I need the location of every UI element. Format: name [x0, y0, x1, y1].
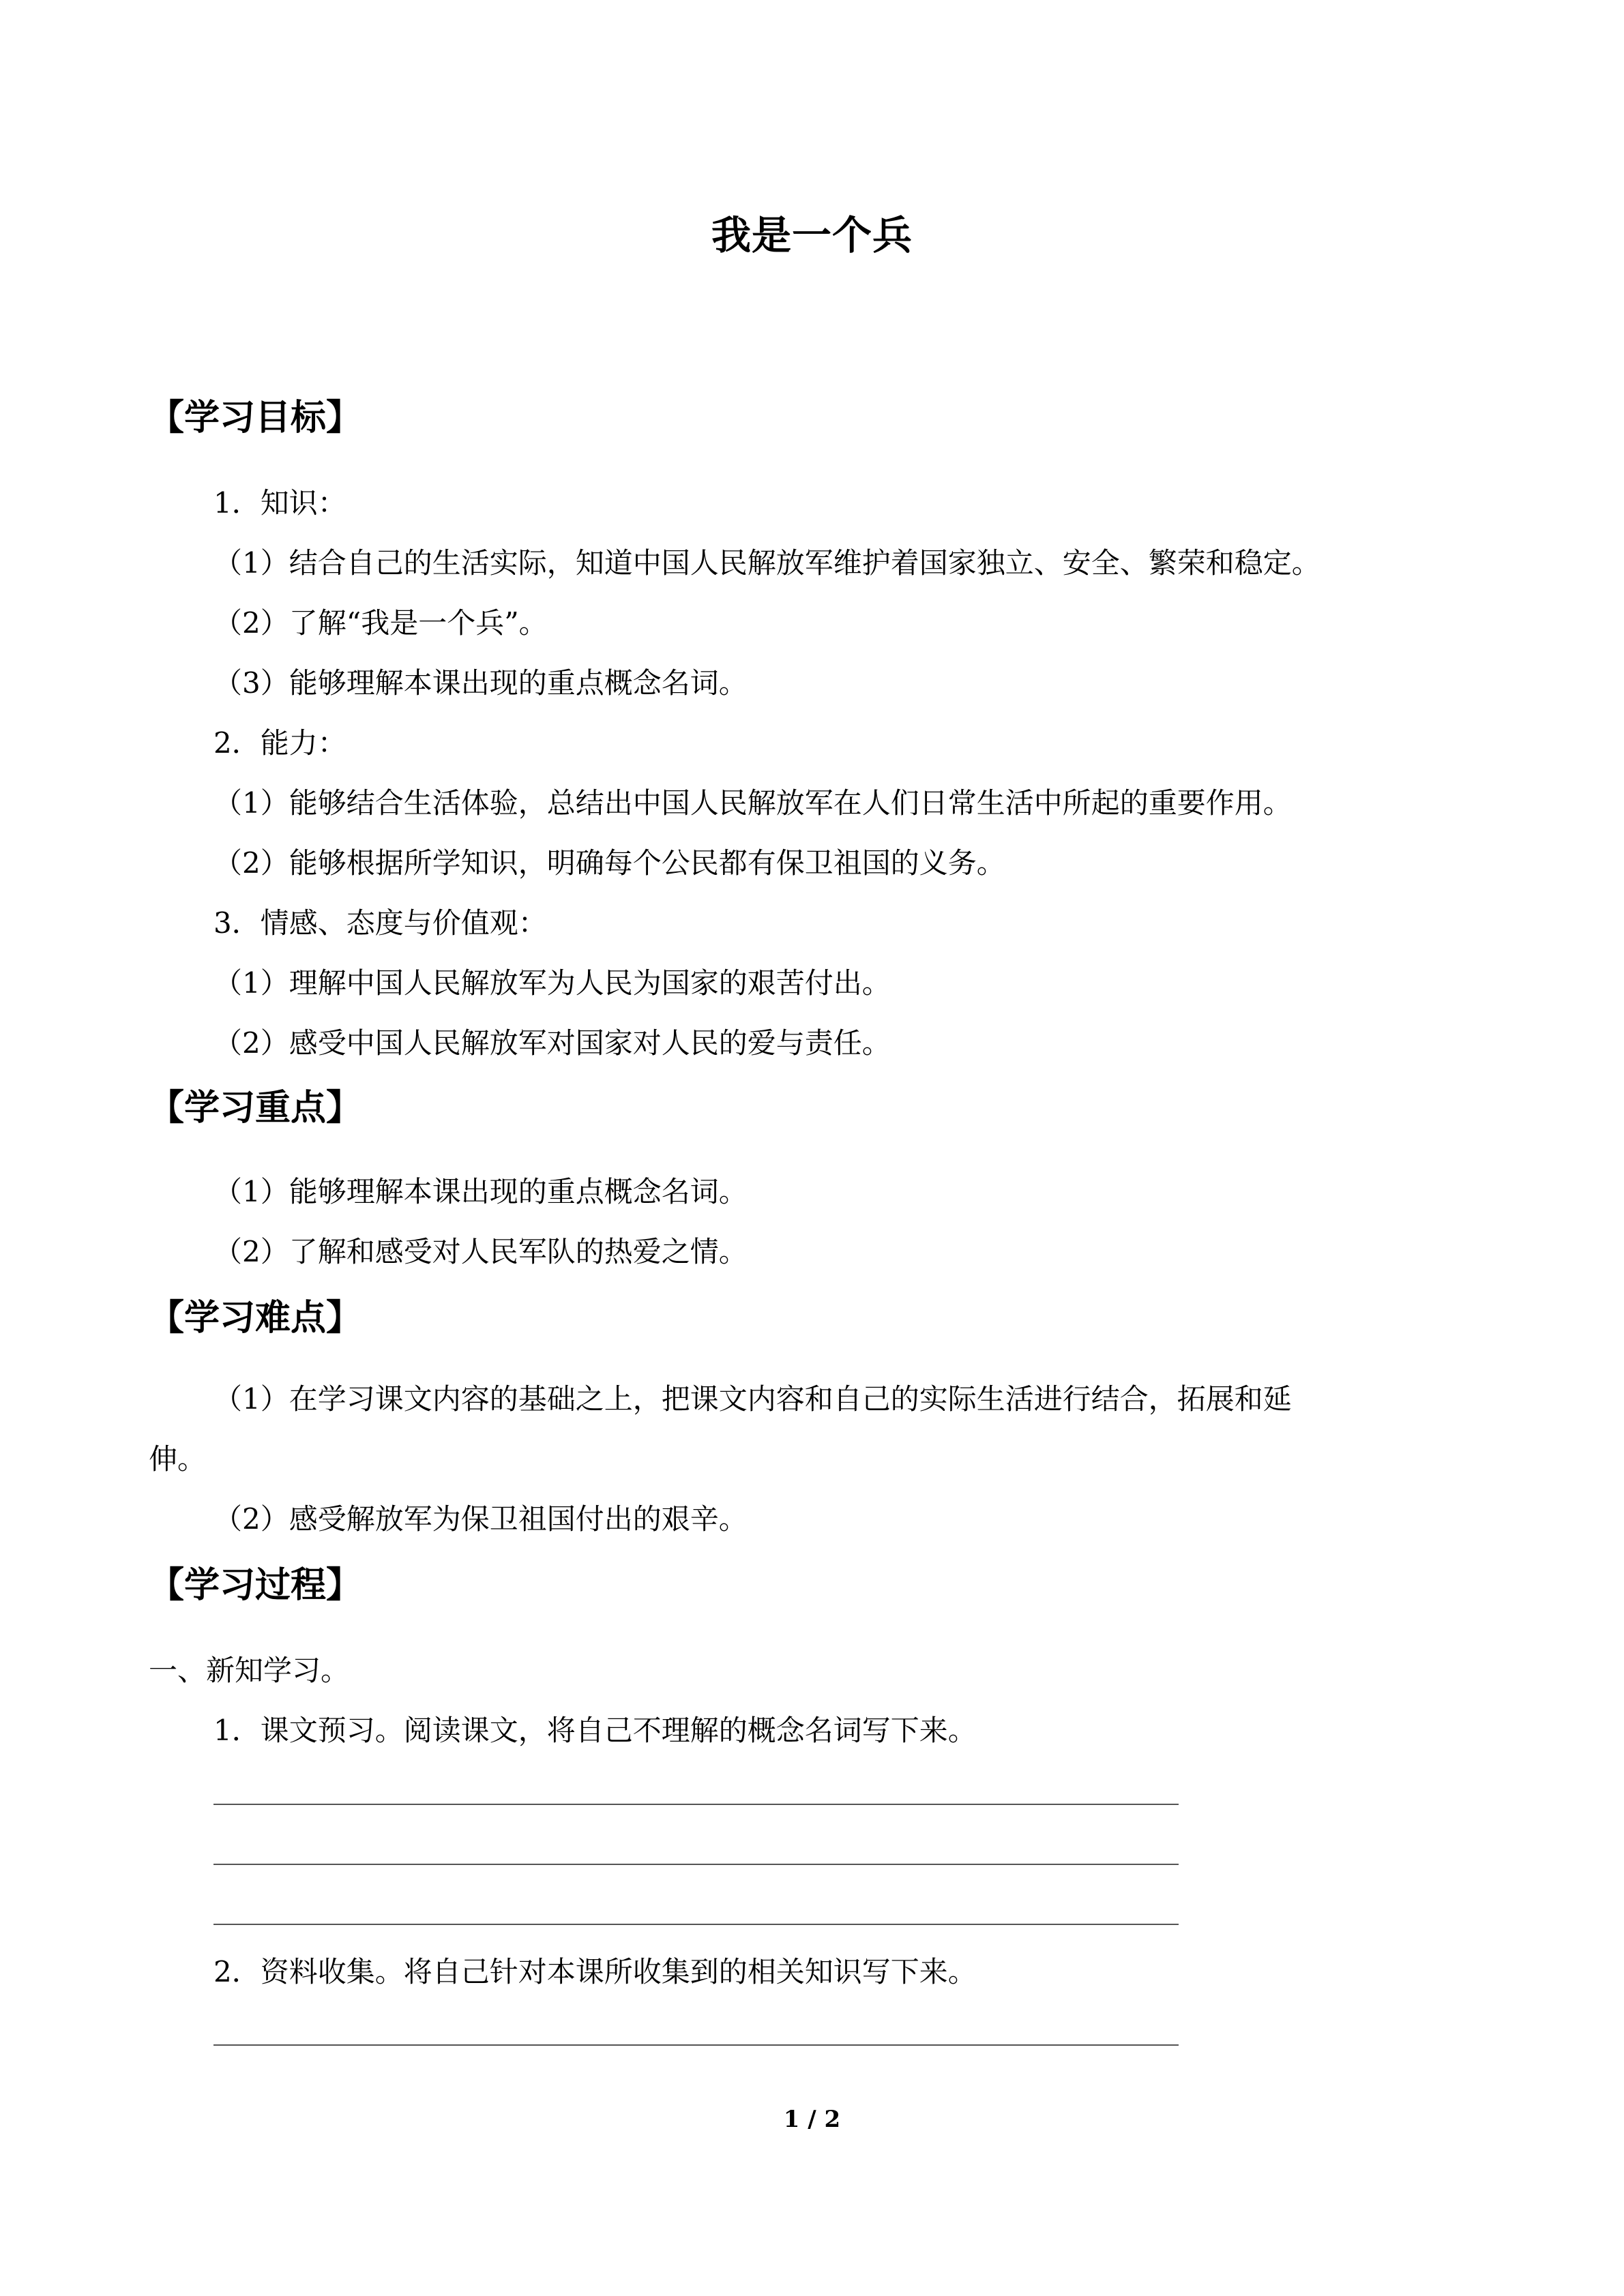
- emotion-item: （1）理解中国人民解放军为人民为国家的艰苦付出。: [213, 966, 891, 1000]
- heading-process: 【学习过程】: [149, 1564, 362, 1606]
- page-title: 我是一个兵: [711, 212, 913, 258]
- answer-line: [213, 1804, 1179, 1805]
- difficulty-item: （1）在学习课文内容的基础之上，把课文内容和自己的实际生活进行结合，拓展和延: [213, 1382, 1292, 1416]
- ability-item: （1）能够结合生活体验，总结出中国人民解放军在人们日常生活中所起的重要作用。: [213, 786, 1292, 820]
- heading-objectives: 【学习目标】: [149, 397, 362, 438]
- emotion-item: （2）感受中国人民解放军对国家对人民的爱与责任。: [213, 1026, 891, 1060]
- answer-line: [213, 1864, 1179, 1865]
- difficulty-item-continued: 伸。: [149, 1442, 207, 1476]
- difficulty-item: （2）感受解放军为保卫祖国付出的艰辛。: [213, 1502, 748, 1536]
- knowledge-item: （2）了解“我是一个兵”。: [213, 606, 548, 640]
- knowledge-item: （3）能够理解本课出现的重点概念名词。: [213, 666, 748, 700]
- process-task: 1．课文预习。阅读课文，将自己不理解的概念名词写下来。: [213, 1714, 977, 1747]
- key-point-item: （1）能够理解本课出现的重点概念名词。: [213, 1175, 748, 1208]
- key-point-item: （2）了解和感受对人民军队的热爱之情。: [213, 1235, 748, 1268]
- knowledge-label: 1．知识：: [213, 486, 346, 520]
- emotion-label: 3．情感、态度与价值观：: [213, 906, 547, 940]
- heading-key-points: 【学习重点】: [149, 1087, 362, 1129]
- process-task: 2．资料收集。将自己针对本课所收集到的相关知识写下来。: [213, 1955, 977, 1988]
- process-part-one: 一、新知学习。: [149, 1654, 350, 1687]
- knowledge-item: （1）结合自己的生活实际，知道中国人民解放军维护着国家独立、安全、繁荣和稳定。: [213, 546, 1320, 580]
- heading-difficulties: 【学习难点】: [149, 1297, 362, 1339]
- page-number: 1 / 2: [783, 2106, 841, 2133]
- ability-item: （2）能够根据所学知识，明确每个公民都有保卫祖国的义务。: [213, 846, 1005, 880]
- ability-label: 2．能力：: [213, 726, 346, 760]
- answer-line: [213, 2044, 1179, 2046]
- answer-line: [213, 1924, 1179, 1925]
